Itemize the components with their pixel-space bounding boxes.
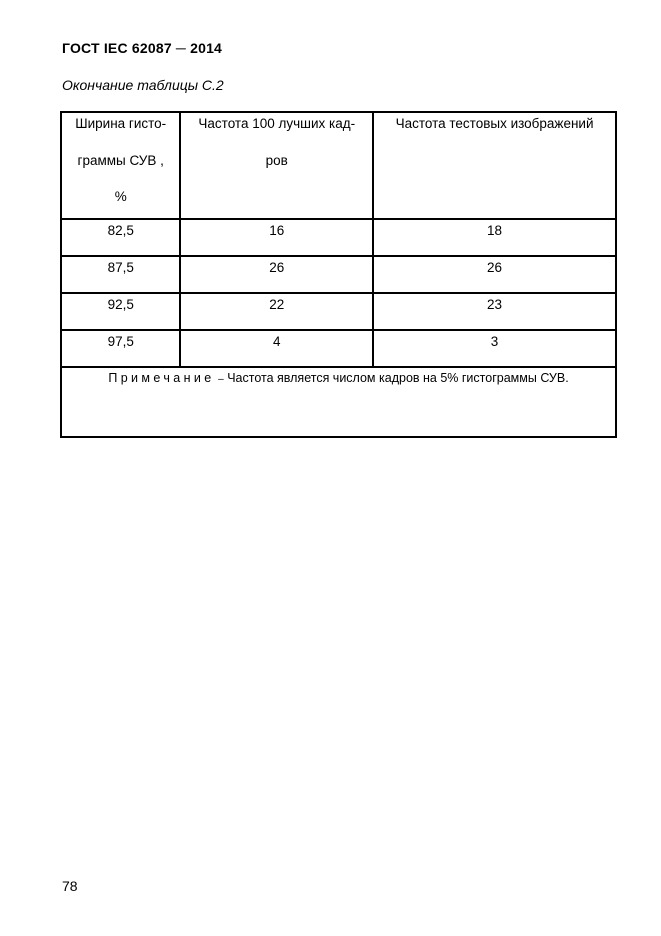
note-prefix: Примечание [108, 371, 215, 385]
column-header-line: Частота тестовых изображений [395, 116, 594, 131]
table-row [61, 293, 616, 330]
cell-test-images-frequency: 23 [373, 293, 616, 330]
column-header-test-images-frequency [373, 112, 616, 219]
column-header-line: % [114, 189, 127, 204]
data-table [60, 111, 617, 438]
cell-best-frames-frequency: 26 [180, 256, 373, 293]
table-row [61, 219, 616, 256]
cell-histogram-width: 87,5 [61, 256, 180, 293]
column-header-line: Частота 100 лучших кад- [198, 116, 356, 131]
column-header-line: ров [265, 153, 288, 168]
column-header-line: Ширина гисто- [75, 116, 167, 131]
column-header-line: граммы СУВ , [77, 153, 164, 168]
cell-best-frames-frequency: 16 [180, 219, 373, 256]
cell-test-images-frequency: 26 [373, 256, 616, 293]
column-header-histogram-width [61, 112, 180, 219]
note-dash: – [218, 374, 224, 385]
page-number: 78 [62, 878, 78, 894]
cell-best-frames-frequency: 22 [180, 293, 373, 330]
table-row [61, 330, 616, 367]
table-note-row [61, 367, 616, 437]
column-header-best-frames-frequency [180, 112, 373, 219]
document-standard-header: ГОСТ IEC 62087 ─ 2014 [62, 40, 223, 56]
note-text: Частота является числом кадров на 5% гистограммы СУВ. [227, 371, 569, 385]
table-header-row [61, 112, 616, 219]
cell-histogram-width: 97,5 [61, 330, 180, 367]
cell-test-images-frequency: 3 [373, 330, 616, 367]
cell-test-images-frequency: 18 [373, 219, 616, 256]
cell-histogram-width: 82,5 [61, 219, 180, 256]
cell-best-frames-frequency: 4 [180, 330, 373, 367]
cell-histogram-width: 92,5 [61, 293, 180, 330]
table-caption: Окончание таблицы С.2 [62, 77, 224, 93]
table-note [61, 367, 616, 437]
table-row [61, 256, 616, 293]
